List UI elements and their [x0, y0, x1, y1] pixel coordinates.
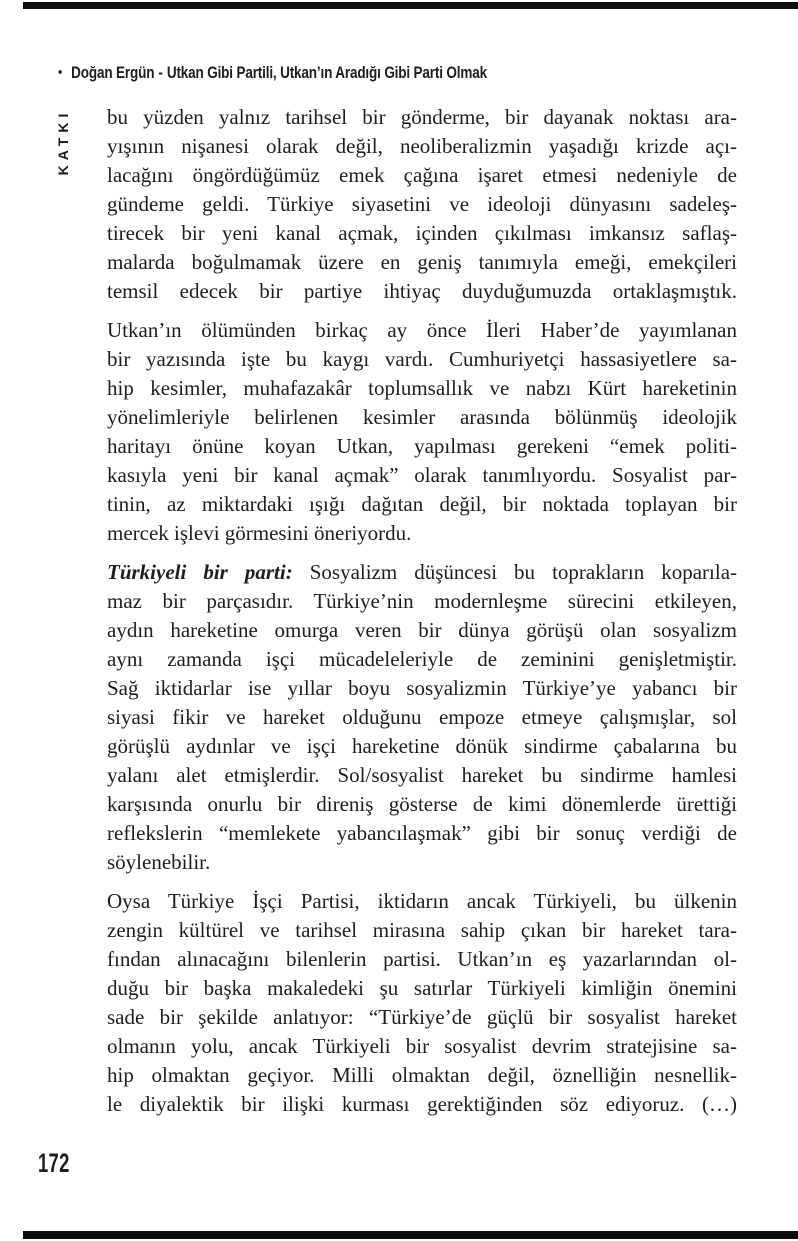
- text-line: mercek işlevi görmesini öneriyordu.: [107, 521, 412, 545]
- text-line: söylenebilir.: [107, 850, 211, 874]
- margin-series-label: KATKI: [55, 108, 71, 176]
- body-text: [107, 103, 737, 1119]
- paragraph: [107, 316, 737, 548]
- text-line: le diyalektik bir ilişki kurması gerektiğinden söz ediyoruz. (…): [107, 1092, 737, 1116]
- text-line: sade bir şekilde anlatıyor: “Türkiye’de güçlü bir sosyalist hareket: [107, 1005, 737, 1029]
- text-line: tinin, az miktardaki ışığı dağıtan değil, bir noktada toplayan bir: [107, 492, 737, 516]
- text-line: Türkiyeli bir parti: Sosyalizm düşüncesi bu toprakların koparıla-: [107, 560, 738, 584]
- text-line: hip kesimler, muhafazakâr toplumsallık ve nabzı Kürt hareketinin: [107, 376, 737, 400]
- text-line: bu yüzden yalnız tarihsel bir gönderme, bir dayanak noktası ara-: [107, 105, 737, 129]
- text-line: haritayı önüne koyan Utkan, yapılması gerekeni “emek politi-: [107, 434, 737, 458]
- text-line: maz bir parçasıdır. Türkiye’nin modernleşme sürecini etkileyen,: [107, 589, 737, 613]
- running-header-inner: [58, 64, 487, 82]
- text-line: hip olmaktan geçiyor. Milli olmaktan değil, öznelliğin nesnellik-: [107, 1063, 737, 1087]
- text-line: zengin kültürel ve tarihsel mirasına sahip çıkan bir hareket tara-: [107, 918, 737, 942]
- text-line: reflekslerin “memlekete yabancılaşmak” gibi bir sonuç verdiği de: [107, 821, 737, 845]
- text-line: karşısında onurlu bir direniş gösterse de kimi dönemlerde ürettiği: [107, 792, 737, 816]
- text-line: Utkan’ın ölümünden birkaç ay önce İleri Haber’de yayımlanan: [107, 318, 737, 342]
- text-line: aynı zamanda işçi mücadeleleriyle de zeminini genişletmiştir.: [107, 647, 737, 671]
- scan-edge-top-bar: [23, 2, 798, 9]
- header-chapter-title: Utkan Gibi Partili, Utkan’ın Aradığı Gibi Parti Olmak: [166, 64, 487, 82]
- paragraph: [107, 558, 737, 877]
- text-line: yışının nişanesi olarak değil, neoliberalizmin yaşadığı krizde açı-: [107, 134, 737, 158]
- text-line: gündeme geldi. Türkiye siyasetini ve ideoloji dünyasını sadeleş-: [107, 192, 737, 216]
- text-line: siyasi fikir ve hareket olduğunu empoze etmeye çalışmışlar, sol: [107, 705, 737, 729]
- text-line: yönelimleriyle belirlenen kesimler arasında bölünmüş ideolojik: [107, 405, 737, 429]
- text-line: kasıyla yeni bir kanal açmak” olarak tanımlıyordu. Sosyalist par-: [107, 463, 737, 487]
- text-line: yalanı alet etmişlerdir. Sol/sosyalist hareket bu sindirme hamlesi: [107, 763, 737, 787]
- paragraph-lead: Türkiyeli bir parti:: [107, 560, 293, 584]
- paragraph: [107, 103, 737, 306]
- text-line: lacağını öngördüğümüz emek çağına işaret etmesi nedeniyle de: [107, 163, 737, 187]
- text-line: bir yazısında işte bu kaygı vardı. Cumhuriyetçi hassasiyetlere sa-: [107, 347, 737, 371]
- text-line: duğu bir başka makaledeki şu satırlar Türkiyeli kimliğin önemini: [107, 976, 737, 1000]
- header-author: Doğan Ergün: [71, 64, 155, 82]
- text-line: Oysa Türkiye İşçi Partisi, iktidarın ancak Türkiyeli, bu ülkenin: [107, 889, 737, 913]
- text-line: olmanın yolu, ancak Türkiyeli bir sosyalist devrim stratejisine sa-: [107, 1034, 737, 1058]
- text-line: temsil edecek bir partiye ihtiyaç duyduğumuzda ortaklaşmıştık.: [107, 279, 737, 303]
- page-number: 172: [38, 1148, 70, 1178]
- scan-edge-bottom-bar: [23, 1231, 798, 1239]
- text-line: görüşlü aydınlar ve işçi hareketine dönük sindirme çabalarına bu: [107, 734, 737, 758]
- bullet-icon: •: [58, 64, 63, 81]
- text-line: aydın hareketine omurga veren bir dünya görüşü olan sosyalizm: [107, 618, 737, 642]
- text-line: Sağ iktidarlar ise yıllar boyu sosyalizmin Türkiye’ye yabancı bir: [107, 676, 737, 700]
- running-header: [58, 64, 758, 84]
- header-separator: -: [158, 64, 163, 82]
- text-line: tirecek bir yeni kanal açmak, içinden çıkılması imkansız saflaş-: [107, 221, 737, 245]
- paragraph: [107, 887, 737, 1119]
- text-line: malarda boğulmamak üzere en geniş tanımıyla emeği, emekçileri: [107, 250, 737, 274]
- text-line: fından alınacağını bilenlerin partisi. Utkan’ın eş yazarlarından ol-: [107, 947, 737, 971]
